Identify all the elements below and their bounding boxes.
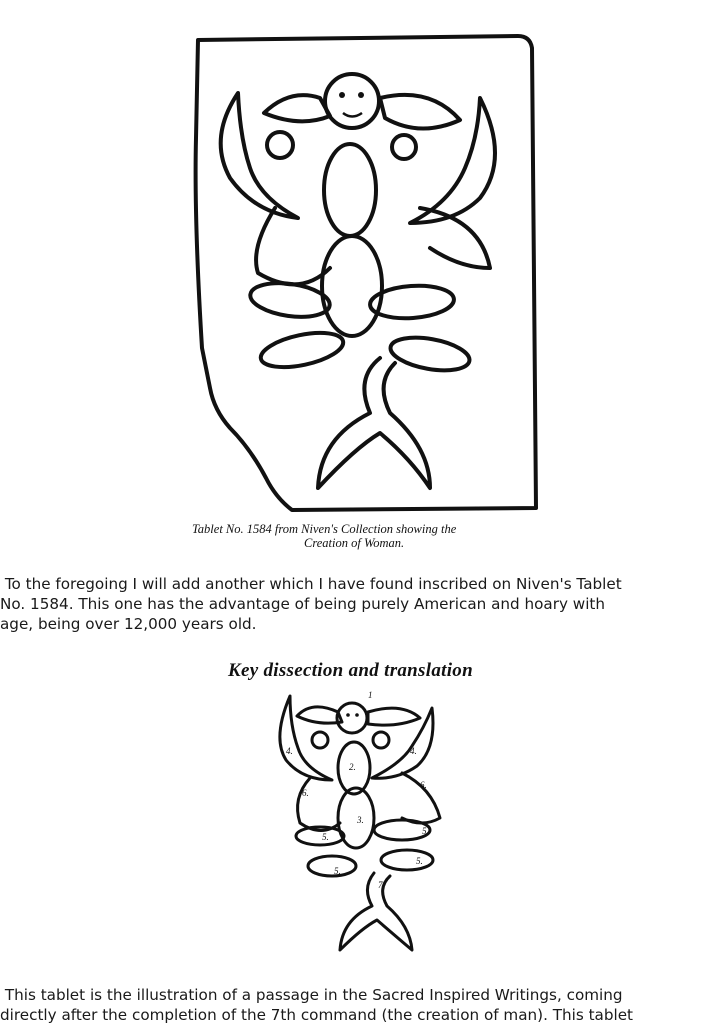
paragraph-2-line-1: This tablet is the illustration of a passage in the Sacred Inspired Writings, coming xyxy=(0,986,623,1004)
key-figure-title: Key dissection and translation xyxy=(228,660,473,681)
key-label-5-c: 5. xyxy=(334,866,341,876)
key-petal-right-bottom xyxy=(381,850,433,870)
tablet-right-wing xyxy=(380,95,460,129)
key-label-1: 1 xyxy=(368,690,373,700)
figure1-caption-line2: Creation of Woman. xyxy=(304,536,405,550)
tablet-right-drape xyxy=(420,208,490,268)
key-label-3: 3. xyxy=(357,815,364,825)
key-label-5-d: 5. xyxy=(416,856,423,866)
tablet-petal-left-bottom xyxy=(258,327,346,374)
key-petal-left-bottom xyxy=(308,856,356,876)
paragraph-2 xyxy=(0,985,728,1025)
key-right-wing xyxy=(368,708,420,725)
key-left-wing xyxy=(297,707,342,723)
tablet-petal-left-top xyxy=(248,279,332,322)
paragraph-1-line-1: To the foregoing I will add another which I have found inscribed on Niven's Tablet xyxy=(0,575,622,593)
paragraph-2-line-2: directly after the completion of the 7th command (the creation of man). This tablet xyxy=(0,1006,634,1024)
key-right-horn xyxy=(372,708,433,778)
key-tail xyxy=(340,873,412,950)
tablet-petal-right-bottom xyxy=(388,332,472,375)
tablet-body-lower xyxy=(322,236,382,336)
paragraph-1-line-3: age, being over 12,000 years old. xyxy=(0,615,257,633)
paragraph-1 xyxy=(0,574,728,634)
key-dissection-illustration xyxy=(262,688,462,970)
key-label-5-a: 5. xyxy=(322,832,329,842)
key-left-drape xyxy=(298,778,340,831)
key-label-5-b: 5. xyxy=(422,826,429,836)
paragraph-1-line-2: No. 1584. This one has the advantage of being purely American and hoary with xyxy=(0,595,605,613)
key-left-circle xyxy=(312,732,328,748)
tablet-illustration xyxy=(180,18,560,530)
figure1-caption-line1: Tablet No. 1584 from Niven's Collection showing the xyxy=(192,522,457,536)
tablet-left-wing xyxy=(264,95,330,121)
figure1-caption xyxy=(192,522,572,550)
key-label-2: 2. xyxy=(349,762,356,772)
tablet-tail xyxy=(318,358,430,488)
key-label-7: 7. xyxy=(378,880,385,890)
key-label-4-left: 4. xyxy=(286,746,293,756)
key-label-6-right: 6. xyxy=(420,780,427,790)
tablet-left-drape xyxy=(256,208,330,284)
key-right-circle xyxy=(373,732,389,748)
tablet-right-circle xyxy=(392,135,416,159)
key-label-6-left: 6. xyxy=(302,788,309,798)
tablet-body-upper xyxy=(324,144,376,236)
tablet-right-horn xyxy=(410,98,495,223)
tablet-left-circle xyxy=(267,132,293,158)
tablet-head xyxy=(325,74,379,128)
key-label-4-right: 4. xyxy=(410,746,417,756)
